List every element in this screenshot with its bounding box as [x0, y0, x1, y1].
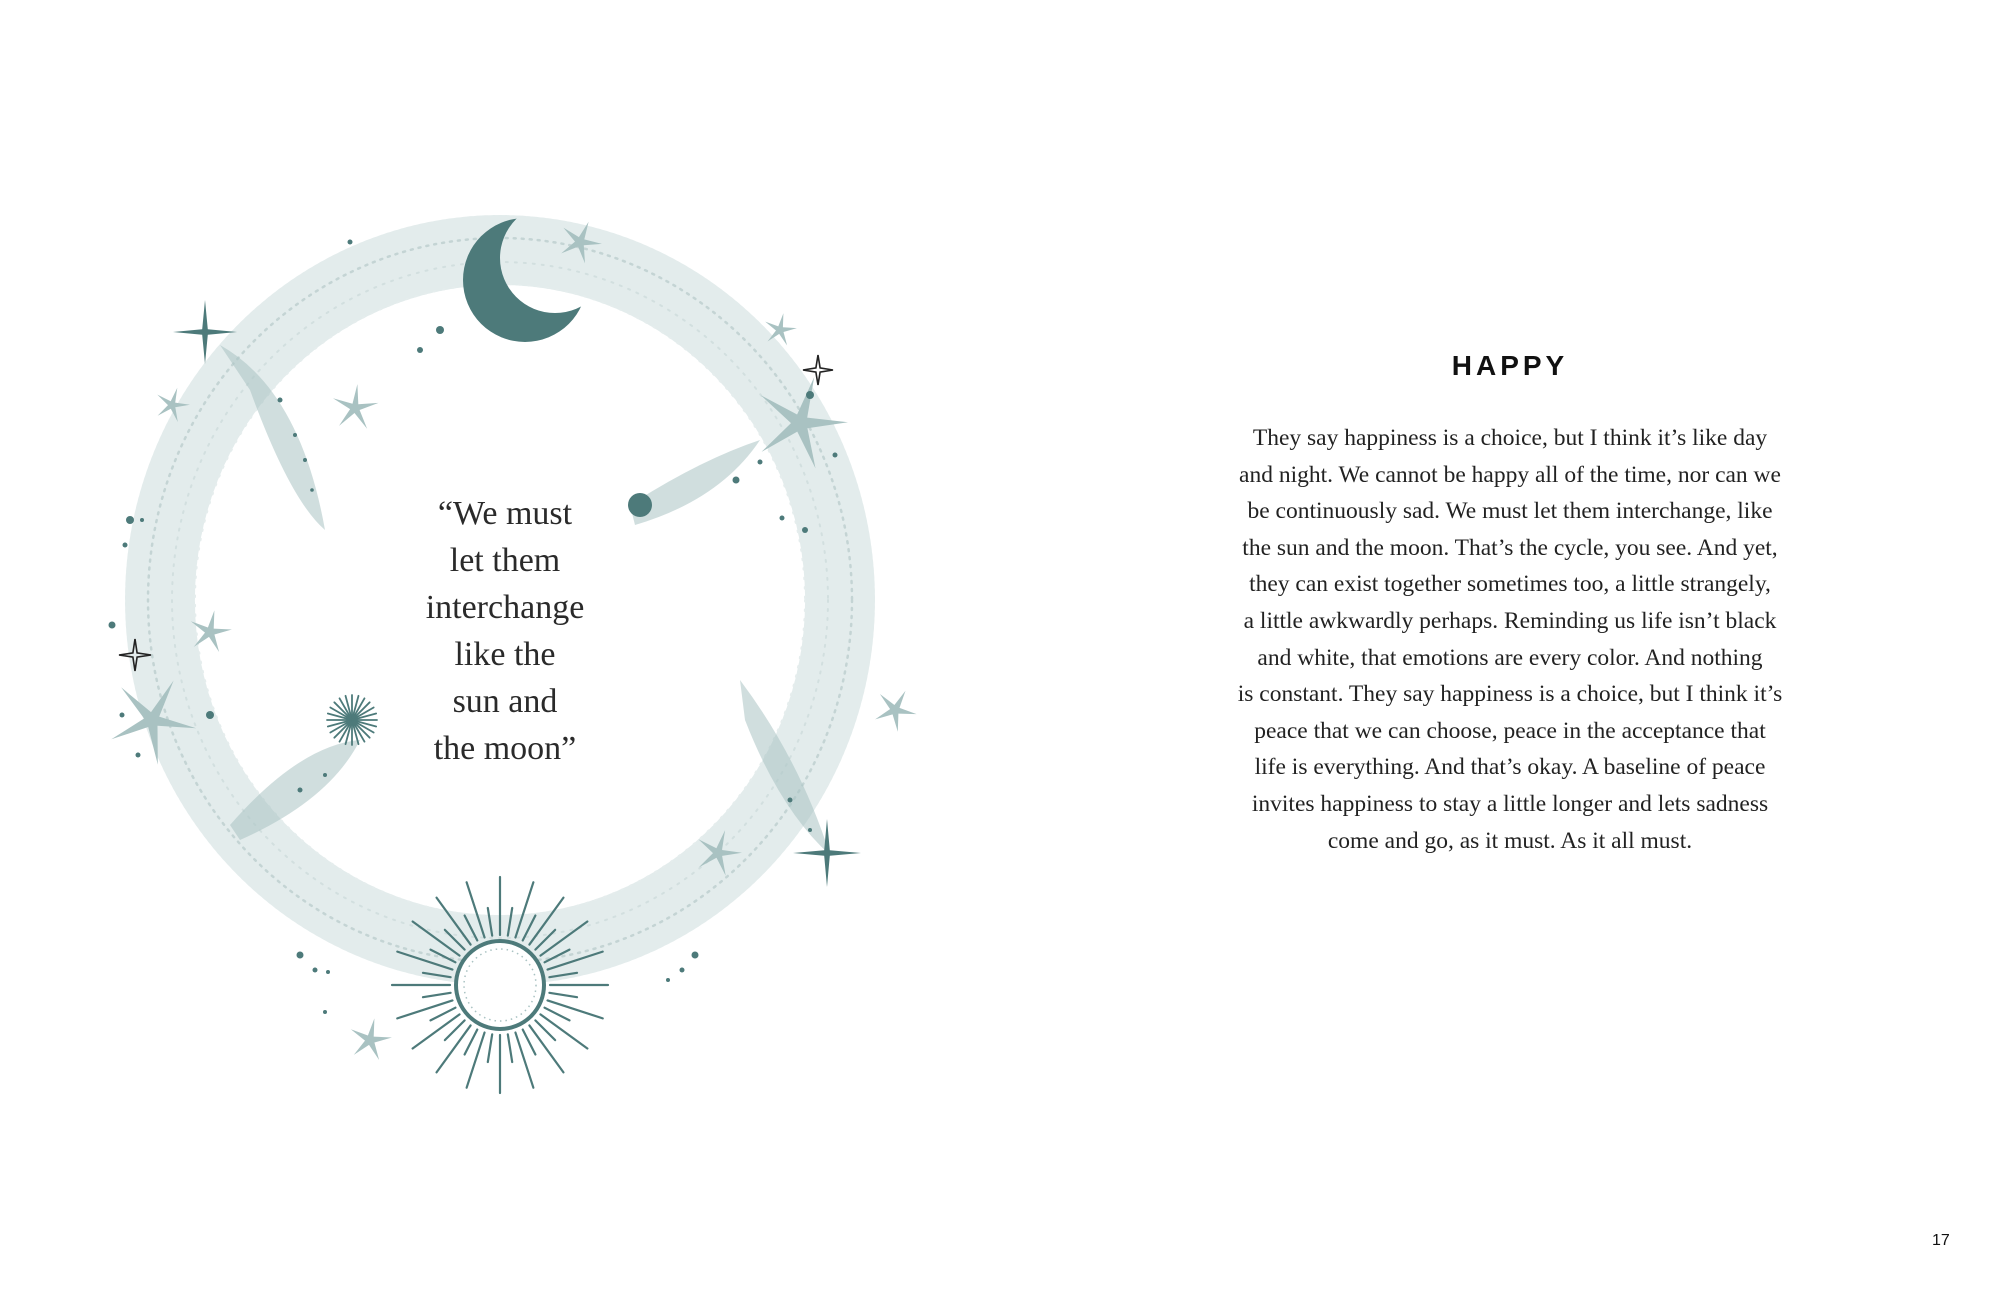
body-line: be continuously sad. We must let them interchange, like	[1247, 498, 1773, 525]
quote-line: interchange	[425, 589, 585, 626]
body-line: the sun and the moon. That’s the cycle, you see. And yet,	[1242, 534, 1778, 561]
body-line: come and go, as it must. As it all must.	[1327, 827, 1693, 854]
body-line: invites happiness to stay a little longer and lets sadness	[1251, 790, 1769, 817]
section-heading: HAPPY	[1451, 350, 1569, 381]
body-line: is constant. They say happiness is a choice, but I think it’s	[1237, 681, 1783, 708]
star-icon	[327, 695, 377, 745]
star-icon	[351, 1018, 392, 1060]
moon-icon	[463, 218, 587, 342]
quote-line: the moon”	[433, 730, 577, 767]
quote-line: “We must	[437, 495, 573, 532]
pull-quote	[390, 490, 620, 772]
body-line: a little awkwardly perhaps. Reminding us life isn’t black	[1243, 607, 1777, 634]
body-line: they can exist together sometimes too, a little strangely,	[1249, 571, 1771, 598]
star-icon	[793, 819, 861, 887]
quote-line: sun and	[452, 683, 558, 720]
page-number: 17	[1932, 1232, 1950, 1249]
body-line: They say happiness is a choice, but I think it’s like day	[1252, 425, 1768, 451]
quote-line: like the	[454, 636, 556, 673]
body-line: and white, that emotions are every color. And nothing	[1257, 644, 1763, 671]
quote-line: let them	[449, 542, 561, 579]
comet-icon	[628, 440, 760, 525]
body-paragraph	[1190, 420, 1830, 859]
body-line: and night. We cannot be happy all of the time, nor can we	[1239, 461, 1781, 488]
body-line: life is everything. And that’s okay. A baseline of peace	[1254, 754, 1766, 781]
body-line: peace that we can choose, peace in the acceptance that	[1254, 717, 1766, 744]
star-icon	[875, 691, 917, 732]
star-icon	[333, 384, 379, 429]
